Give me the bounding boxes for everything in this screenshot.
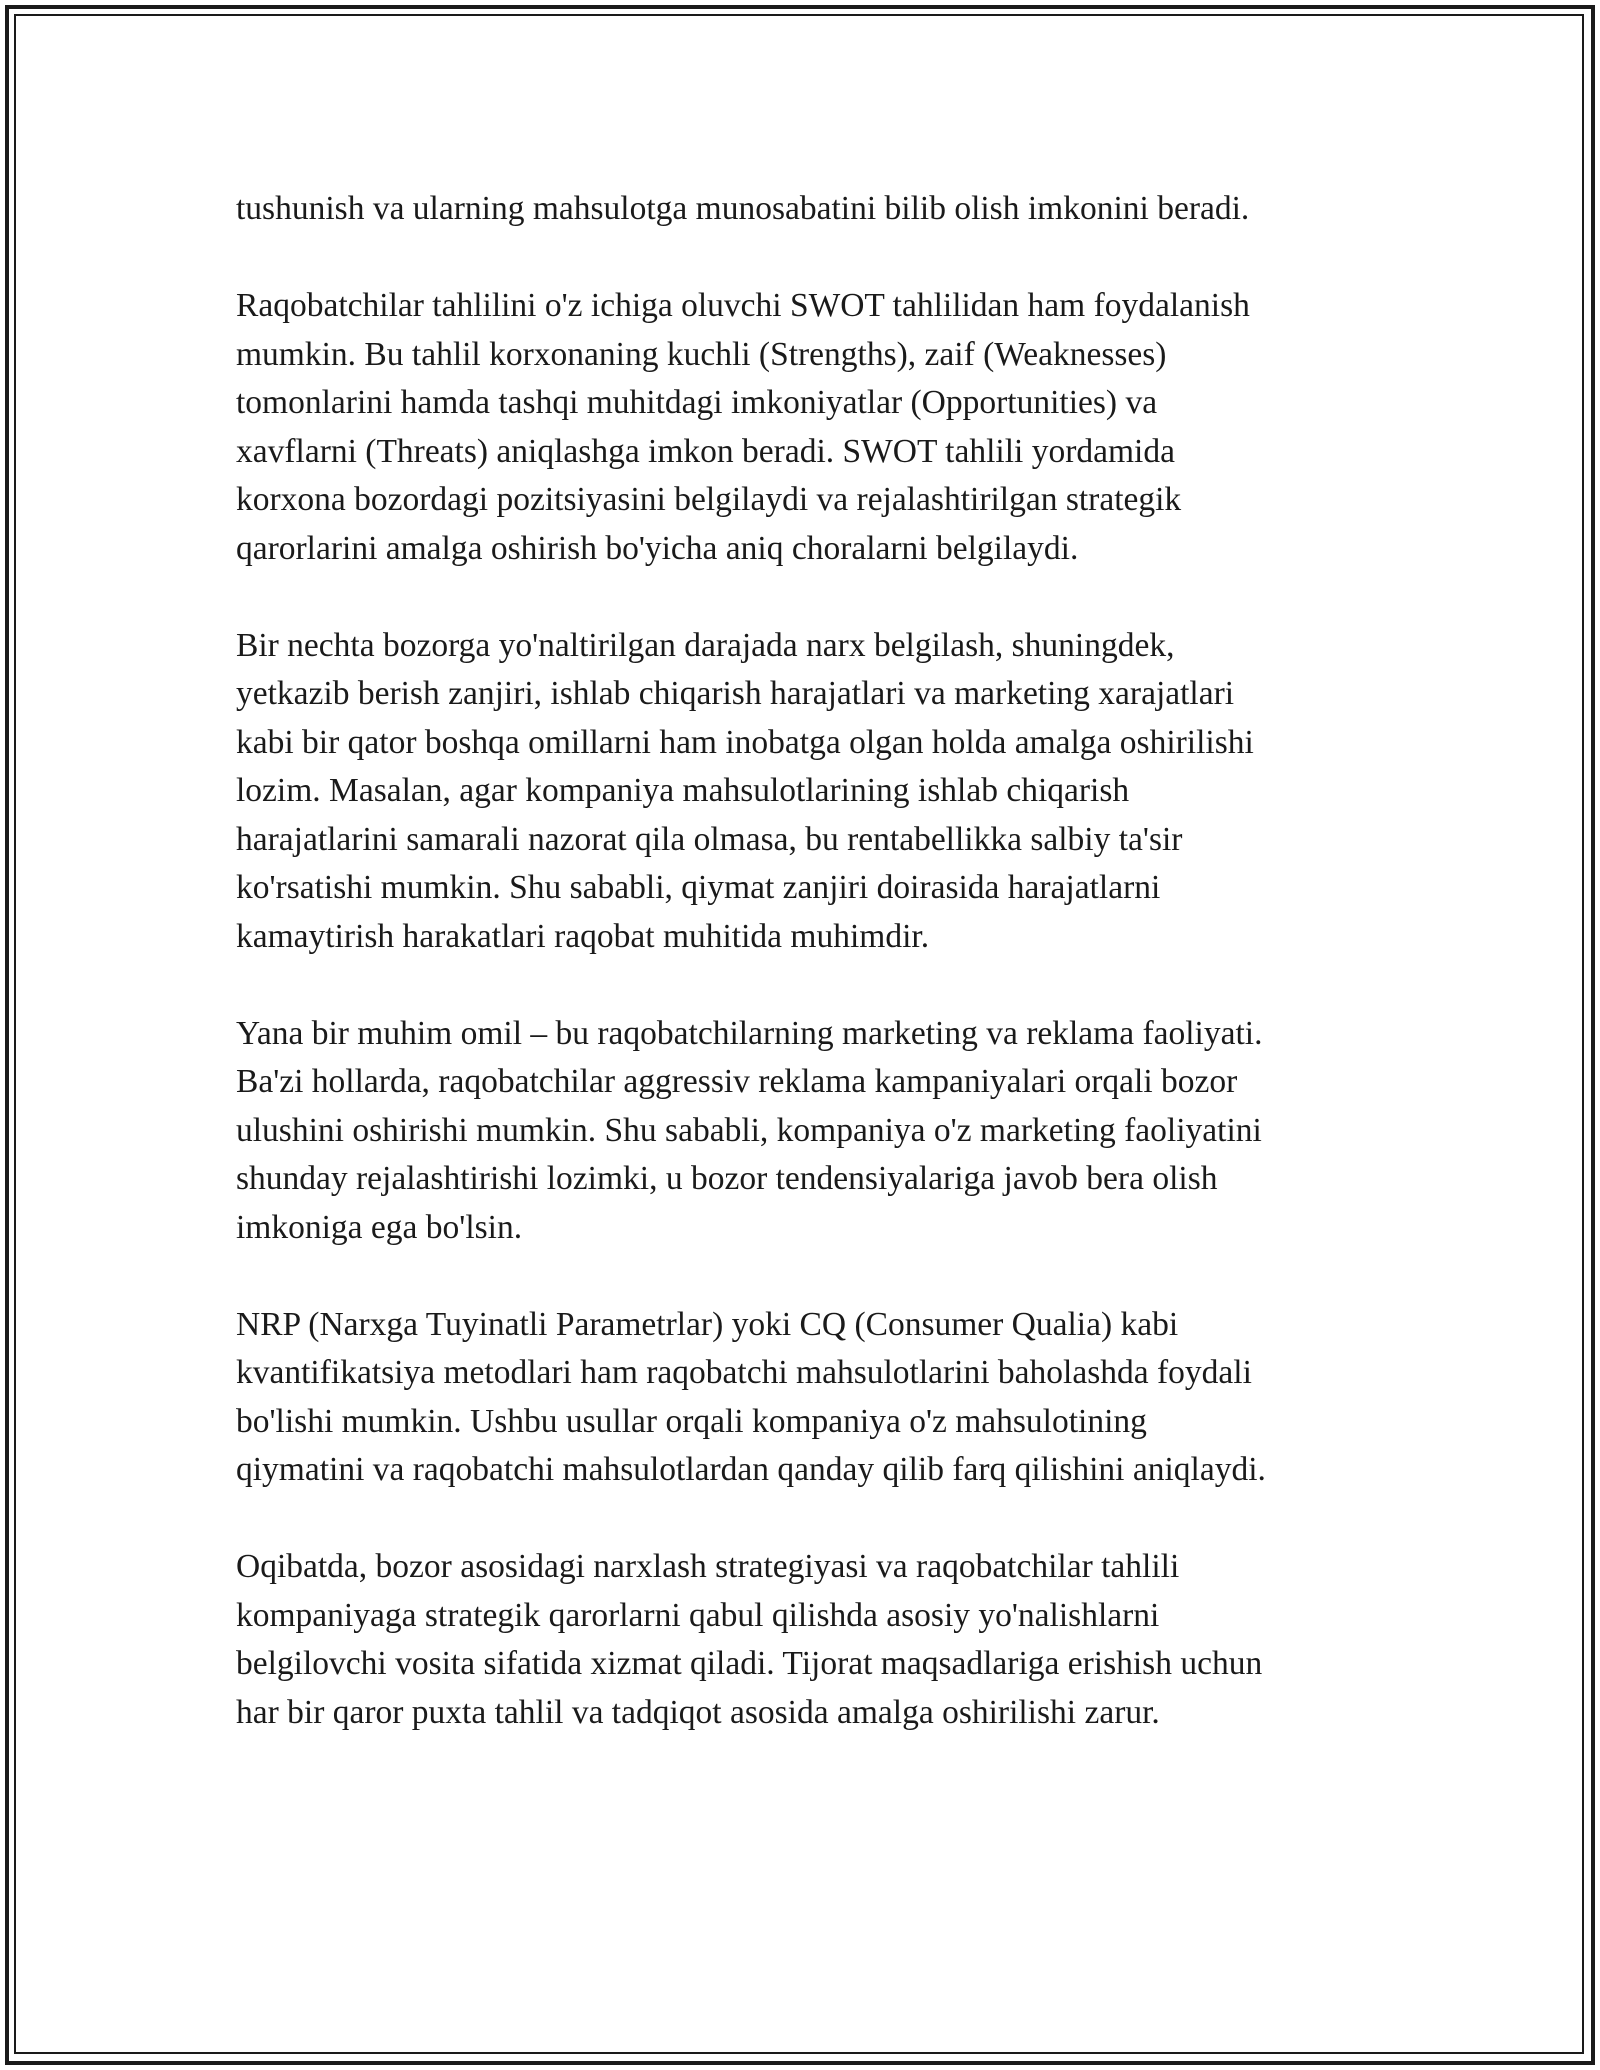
text-line: har bir qaror puxta tahlil va tadqiqot asosida amalga oshirilishi zarur. xyxy=(236,1693,1160,1731)
text-line: Yana bir muhim omil – bu raqobatchilarning marketing va reklama faoliyati. xyxy=(236,1014,1263,1052)
document-body xyxy=(236,185,1386,1786)
text-line: Ba'zi hollarda, raqobatchilar aggressiv reklama kampaniyalari orqali bozor xyxy=(236,1063,1238,1100)
text-line: ulushini oshirishi mumkin. Shu sababli, kompaniya o'z marketing faoliyatini xyxy=(236,1111,1262,1149)
text-line: mumkin. Bu tahlil korxonaning kuchli (Strengths), zaif (Weaknesses) xyxy=(236,335,1167,373)
text-line: lozim. Masalan, agar kompaniya mahsulotlarining ishlab chiqarish xyxy=(236,772,1130,809)
text-line: qarorlarini amalga oshirish bo'yicha aniq choralarni belgilaydi. xyxy=(236,529,1079,567)
paragraph-5 xyxy=(236,1301,1386,1495)
text-line: belgilovchi vosita sifatida xizmat qiladi. Tijorat maqsadlariga erishish uchun xyxy=(236,1645,1263,1682)
paragraph-6 xyxy=(236,1543,1386,1737)
paragraph-2 xyxy=(236,282,1386,573)
text-line: bo'lishi mumkin. Ushbu usullar orqali kompaniya o'z mahsulotining xyxy=(236,1402,1147,1440)
text-line: NRP (Narxga Tuyinatli Parametrlar) yoki CQ (Consumer Qualia) kabi xyxy=(236,1305,1179,1343)
text-line: Raqobatchilar tahlilini o'z ichiga oluvchi SWOT tahlilidan ham foydalanish xyxy=(236,287,1250,324)
text-line: kvantifikatsiya metodlari ham raqobatchi mahsulotlarini baholashda foydali xyxy=(236,1354,1252,1391)
text-line: Oqibatda, bozor asosidagi narxlash strategiyasi va raqobatchilar tahlili xyxy=(236,1548,1180,1585)
text-line: yetkazib berish zanjiri, ishlab chiqarish harajatlari va marketing xarajatlari xyxy=(236,675,1235,712)
text-line: imkoniga ega bo'lsin. xyxy=(236,1208,523,1246)
text-line: qiymatini va raqobatchi mahsulotlardan qanday qilib farq qilishini aniqlaydi. xyxy=(236,1451,1266,1488)
text-line: kabi bir qator boshqa omillarni ham inobatga olgan holda amalga oshirilishi xyxy=(236,723,1254,761)
text-line: harajatlarini samarali nazorat qila olmasa, bu rentabellikka salbiy ta'sir xyxy=(236,820,1183,858)
paragraph-3 xyxy=(236,622,1386,962)
text-line: tomonlarini hamda tashqi muhitdagi imkoniyatlar (Opportunities) va xyxy=(236,384,1158,421)
text-line: xavflarni (Threats) aniqlashga imkon beradi. SWOT tahlili yordamida xyxy=(236,432,1175,470)
paragraph-1 xyxy=(236,185,1386,234)
text-line: kamaytirish harakatlari raqobat muhitida muhimdir. xyxy=(236,917,930,955)
paragraph-4 xyxy=(236,1010,1386,1253)
text-line: korxona bozordagi pozitsiyasini belgilaydi va rejalashtirilgan strategik xyxy=(236,481,1182,518)
text-line: kompaniyaga strategik qarorlarni qabul qilishda asosiy yo'nalishlarni xyxy=(236,1596,1160,1634)
text-line: tushunish va ularning mahsulotga munosabatini bilib olish imkonini beradi. xyxy=(236,190,1250,227)
text-line: shunday rejalashtirishi lozimki, u bozor tendensiyalariga javob bera olish xyxy=(236,1160,1218,1197)
text-line: ko'rsatishi mumkin. Shu sababli, qiymat zanjiri doirasida harajatlarni xyxy=(236,869,1161,906)
text-line: Bir nechta bozorga yo'naltirilgan darajada narx belgilash, shuningdek, xyxy=(236,626,1175,664)
